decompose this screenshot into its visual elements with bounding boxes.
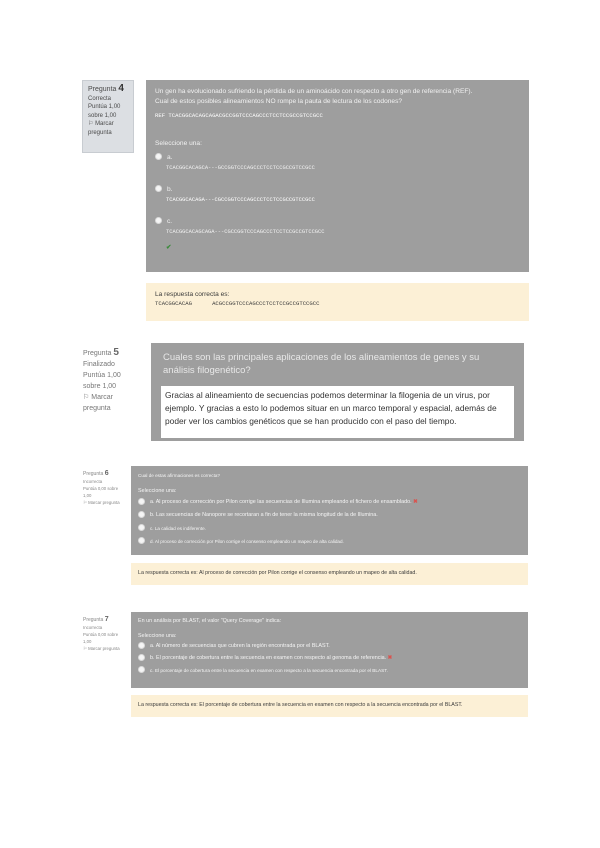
question-score: Puntúa 1,00 sobre 1,00 [88,104,121,119]
answer-option-a[interactable]: a. Al número de secuencias que cubren la región encontrada por el BLAST. [138,642,521,651]
answer-option-c[interactable]: c. TCACGGCACAGCAGA---CGCCGGTCCCAGCCCTCCTCCGCCGTCCGCC [155,217,520,237]
select-label: Seleccione una: [155,140,202,147]
radio-button[interactable] [138,498,145,505]
question-content-4 [146,80,529,272]
reference-sequence: REF TCACGGCACAGCAGACGCCGGTCCCAGCCCTCCTCCGCCGTCCGCC [155,112,323,119]
feedback-4 [146,283,529,321]
select-label: Seleccione una: [138,488,177,494]
question-info-7 [78,612,128,674]
answer-option-d[interactable]: d. Al proceso de corrección por Pilon corrige el consenso empleando un mapeo de alta calidad. [138,537,521,546]
feedback-7 [131,695,528,717]
question-text: Cual de estas afirmaciones es correcta? [138,473,220,478]
answer-option-a[interactable]: a. TCACGGCACAGCA---GCCGGTCCCAGCCCTCCTCCGCCGTCCGCC [155,153,520,173]
answer-option-b[interactable]: b. TCACGGCACAGA---CGCCGGTCCCAGCCCTCCTCCGCCGTCCGCC [155,185,520,205]
question-status: Incorrecta [83,625,103,630]
question-number: Pregunta 6 [83,470,109,477]
answer-text-area[interactable] [161,386,514,438]
incorrect-mark-icon: ✖ [387,655,393,661]
radio-button[interactable] [155,153,162,160]
question-text-2: Cual de estos posibles alineamientos NO rompe la pauta de lectura de los codones? [155,98,403,105]
question-info-5 [78,343,138,429]
answer-option-c[interactable]: c. El porcentaje de cobertura entre la secuencia en examen con respecto a la secuencia encontrada por el BLAST. [138,666,521,675]
question-number: Pregunta 4 [88,83,124,94]
answer-option-b[interactable]: b. El porcentaje de cobertura entre la secuencia en examen con respecto al genoma de referencia. ✖ [138,654,521,663]
question-score: Puntúa 0,00 sobre 1,00 [83,632,119,644]
select-label: Seleccione una: [138,633,177,639]
radio-button[interactable] [138,642,145,649]
question-status: Finalizado [83,361,115,368]
radio-button[interactable] [138,666,145,673]
flag-question-link[interactable]: ⚐ Marcar pregunta [83,500,120,505]
flag-question-link[interactable]: ⚐ Marcar pregunta [88,121,114,136]
question-text: Un gen ha evolucionado sufriendo la pérdida de un aminoácido con respecto a otro gen de referencia (REF). [155,88,473,95]
question-score: Puntúa 0,00 sobre 1,00 [83,486,119,498]
question-text: En un análisis por BLAST, el valor "Query Coverage" indica: [138,618,282,624]
radio-button[interactable] [155,217,162,224]
radio-button[interactable] [138,654,145,661]
feedback-sequence: TCACGGCACAG ACGCCGGTCCCAGCCCTCCTCCGCCGTCCGCC [155,300,320,307]
answer-option-b[interactable]: b. Las secuencias de Nanopore se recortaran a fin de tener la misma longitud de la de Illumina. [138,511,521,520]
question-number: Pregunta 5 [83,347,119,358]
question-score: Puntúa 1,00 sobre 1,00 [83,372,121,390]
flag-icon: ⚐ [83,394,90,401]
feedback-6 [131,563,528,585]
flag-icon: ⚐ [83,646,87,651]
answer-option-a[interactable]: a. Al proceso de corrección por Pilon corrige las secuencias de Illumina empleando el fichero de ensamblado. ✖ [138,498,521,507]
feedback-text: La respuesta correcta es: Al proceso de corrección por Pilon corrige el consenso empleando un mapeo de alta calidad. [138,570,417,576]
question-text: Cuales son las principales aplicaciones de los alineamientos de genes y su análisis filogenético? [163,352,480,376]
question-content-6 [131,466,528,555]
question-content-7 [131,612,528,688]
feedback-text: La respuesta correcta es: El porcentaje de cobertura entre la secuencia en examen con respecto a la secuencia encontrada por el BLAST. [138,702,463,708]
flag-question-link[interactable]: ⚐ Marcar pregunta [83,646,120,651]
answer-text: Gracias al alineamiento de secuencias podemos determinar la filogenia de un virus, por ejemplo. Y gracias a esto lo podemos situar en un marco temporal y espacial, además de poder ver los cambios genéticos que se han producido con el paso del tiempo. [165,390,497,426]
question-info-4 [82,80,134,153]
radio-button[interactable] [138,537,145,544]
question-status: Incorrecta [83,479,103,484]
question-info-6 [78,466,128,528]
radio-button[interactable] [138,524,145,531]
incorrect-mark-icon: ✖ [413,499,418,505]
question-status: Correcta [88,95,112,102]
feedback-label: La respuesta correcta es: [155,291,230,298]
flag-question-link[interactable]: ⚐ Marcar pregunta [83,394,114,412]
radio-button[interactable] [155,185,162,192]
question-number: Pregunta 7 [83,616,109,623]
flag-icon: ⚐ [83,500,87,505]
correct-check-icon: ✔ [166,244,172,251]
flag-icon: ⚐ [88,121,94,127]
answer-option-c[interactable]: c. La calidad es indiferente. [138,524,521,533]
radio-button[interactable] [138,511,145,518]
